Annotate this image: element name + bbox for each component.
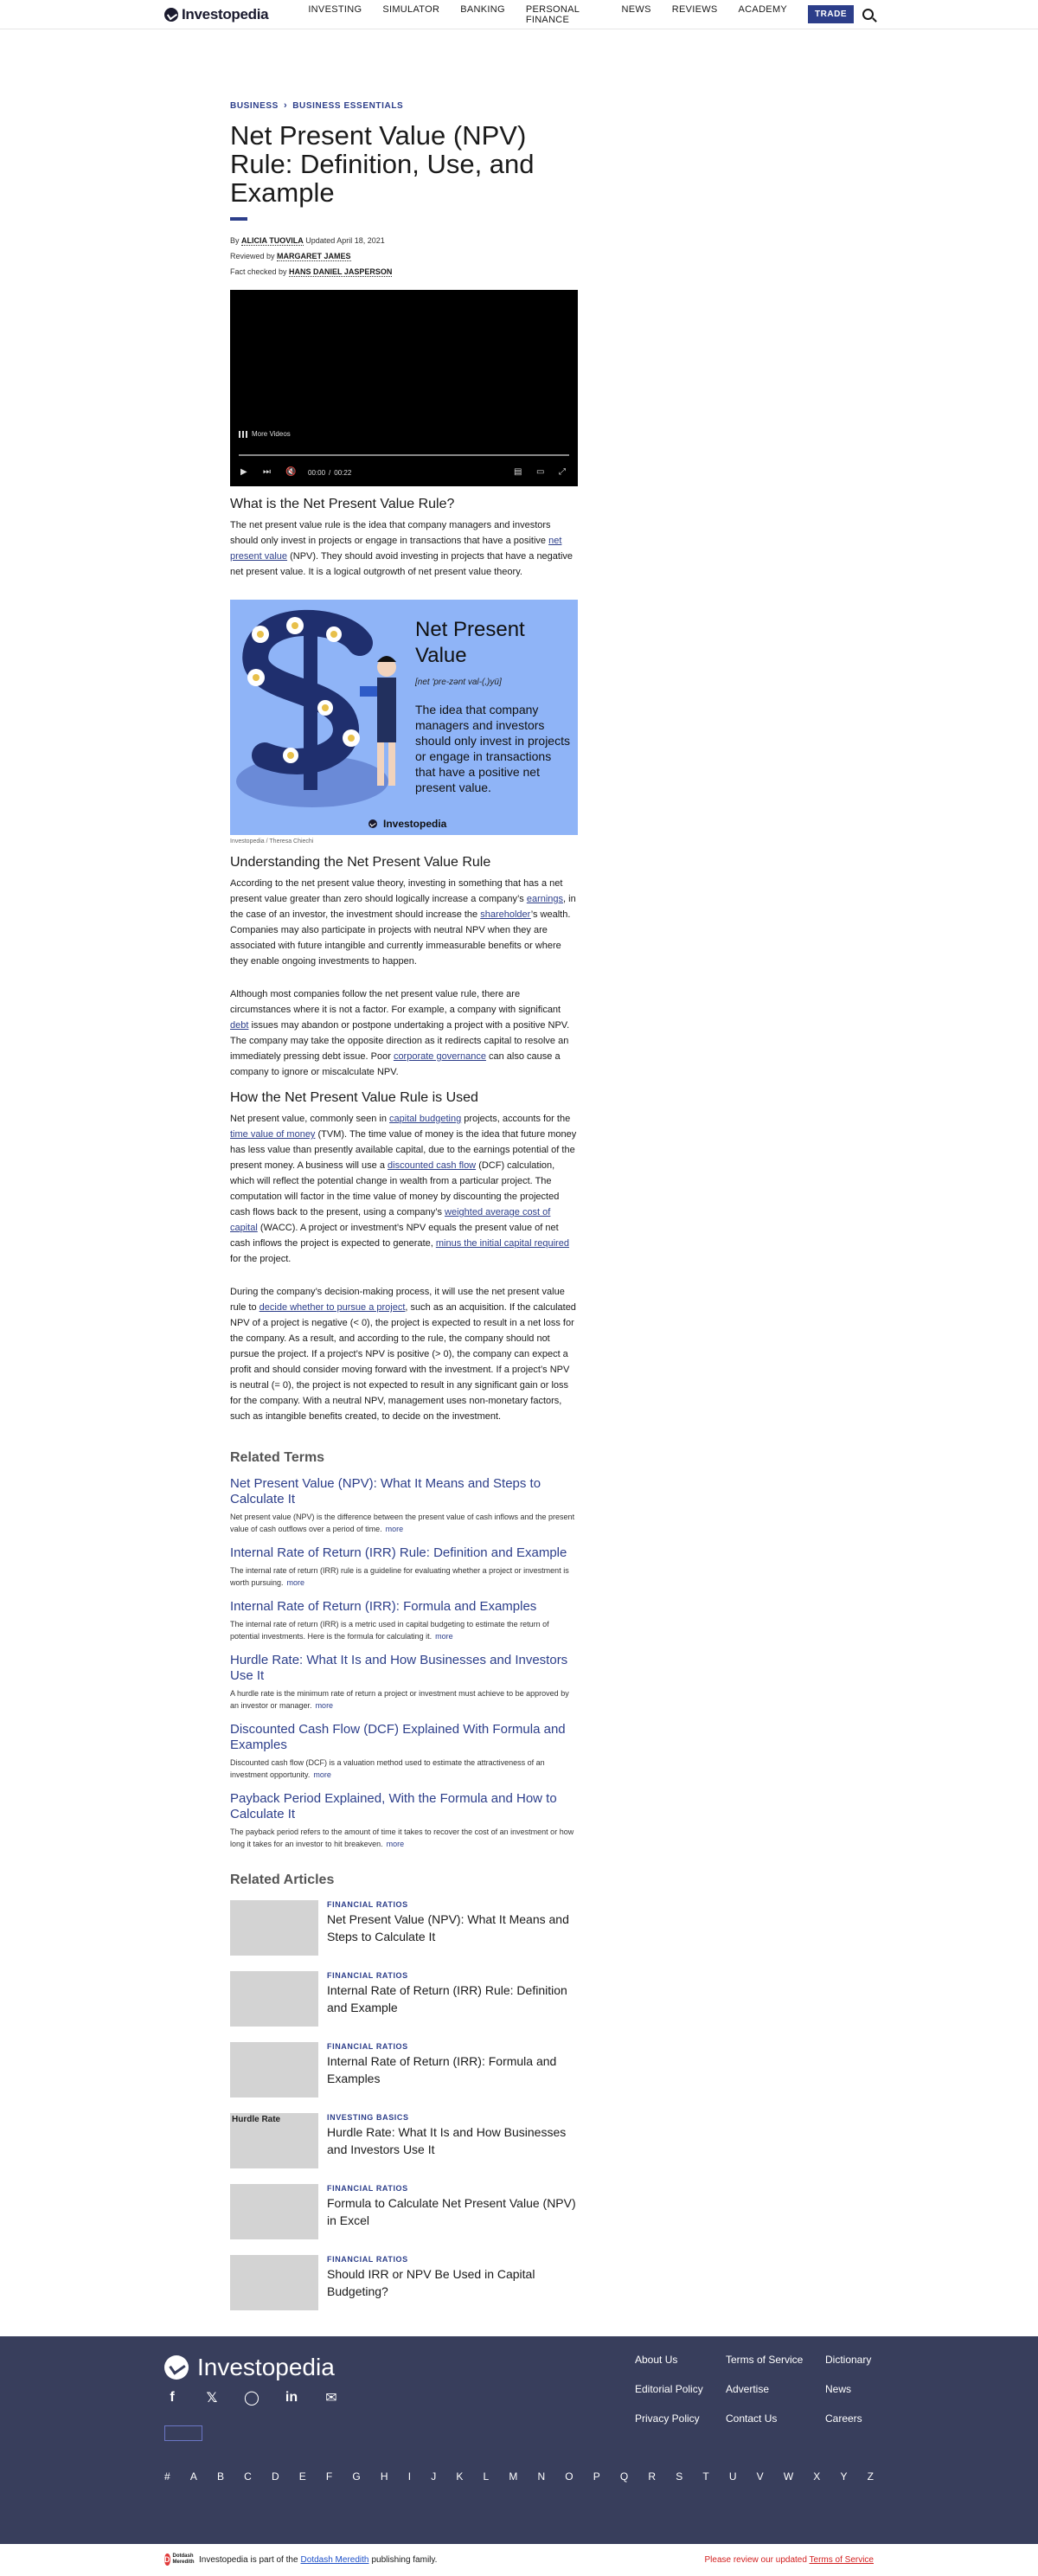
nav-academy[interactable]: ACADEMY [738,3,788,15]
text: According to the net present value theory, investing in something that has a net present value greater than zero should logically increase a company’s [230,878,563,904]
link-corporate-governance[interactable]: corporate governance [393,1051,486,1062]
related-term-title[interactable]: Discounted Cash Flow (DCF) Explained With Formula and Examples [230,1722,566,1752]
nav-personal-finance[interactable]: PERSONAL FINANCE [525,3,580,25]
breadcrumb-business-essentials[interactable]: BUSINESS ESSENTIALS [292,100,404,111]
fullscreen-icon[interactable]: ⤢ [559,467,566,477]
alpha-link[interactable]: W [783,2470,794,2483]
paragraph [230,876,578,969]
article-title: Hurdle Rate: What It Is and How Businesses and Investors Use It [327,2125,567,2156]
instagram-icon[interactable]: ◯ [244,2391,260,2406]
privacy-tos-link[interactable]: Terms of Service [809,2554,874,2565]
related-term [230,1722,578,1781]
byline [230,233,578,279]
video-time-current: 00:00 [308,468,326,477]
related-articles-heading: Related Articles [230,1873,335,1887]
text: The internal rate of return (IRR) is a metric used in capital budgeting to estimate the return of potential investments. Here is the formula for calculating it. [230,1620,549,1641]
paragraph [230,1111,578,1267]
alpha-link[interactable]: D [271,2470,279,2483]
related-term [230,1791,578,1850]
alpha-link[interactable]: J [431,2470,437,2483]
captions-icon[interactable]: ▤ [514,467,522,477]
logo-icon [368,819,377,828]
footer-logo[interactable] [164,2354,335,2381]
alpha-link[interactable]: I [407,2470,412,2483]
dm-logo-text: Dotdash Meredith [172,2554,195,2565]
nav-simulator[interactable]: SIMULATOR [382,3,440,15]
search-icon[interactable] [862,9,874,20]
section-heading-how-used: How the Net Present Value Rule is Used [230,1090,478,1105]
reviewed-label: Reviewed by [230,252,275,260]
footer-link-dictionary[interactable]: Dictionary [825,2354,872,2366]
footer-link-about-us[interactable]: About Us [635,2354,678,2366]
header-actions [808,5,874,23]
video-time-total: 00:22 [334,468,352,477]
link-minus-initial-capital[interactable]: minus the initial capital required [435,1238,569,1249]
footer-badge-button[interactable] [164,2425,202,2441]
facebook-icon[interactable]: f [170,2390,175,2405]
alpha-link[interactable]: P [593,2470,600,2483]
footer-link-contact-us[interactable]: Contact Us [726,2412,778,2425]
main-nav [308,4,808,25]
page-title: Net Present Value (NPV) Rule: Definition, Use, and Example [230,120,535,208]
alpha-link[interactable]: A [189,2470,197,2483]
text: Net present value, commonly seen in [230,1114,390,1124]
more-link[interactable]: more [286,1578,305,1587]
breadcrumb-business[interactable]: BUSINESS [230,100,279,111]
article-category: FINANCIAL RATIOS [327,2255,408,2264]
alpha-link[interactable]: F [325,2470,333,2483]
mail-icon[interactable]: ✉ [325,2391,337,2406]
related-article[interactable] [230,1971,578,2027]
grid-icon [239,431,247,438]
link-shareholder[interactable]: shareholder [480,909,531,920]
title-divider [230,217,247,221]
video-controls [240,468,567,477]
article-body [327,1971,578,2027]
reviewer-link[interactable]: MARGARET JAMES [277,252,351,260]
alpha-link[interactable]: S [676,2470,683,2483]
link-wacc[interactable]: weighted average cost of capital [230,1207,551,1233]
author-link[interactable]: ALICIA TUOVILA [241,236,304,245]
mute-icon[interactable]: 🔇 [285,467,297,477]
text: for the project. [230,1254,292,1264]
fact-checker-link[interactable]: HANS DANIEL JASPERSON [289,267,393,276]
privacy-notice [705,2555,875,2565]
video-progress-bar[interactable] [239,454,569,456]
logo-text: Investopedia [182,5,269,22]
related-term [230,1545,578,1589]
article-thumbnail [230,2113,318,2168]
article-category: FINANCIAL RATIOS [327,1971,408,1980]
text: (NPV). They should avoid investing in projects that have a negative net present value. It is a logical outgrowth of net present value theory. [230,551,573,577]
article-category: FINANCIAL RATIOS [327,2184,408,2193]
alpha-link[interactable]: E [298,2470,306,2483]
footer-link-privacy-policy[interactable]: Privacy Policy [635,2412,700,2425]
more-link[interactable]: more [385,1525,404,1533]
text: projects, accounts for the [461,1114,571,1124]
play-icon[interactable]: ▶ [240,467,247,477]
next-icon[interactable]: ⏭ [263,467,271,477]
article-title: Internal Rate of Return (IRR) Rule: Definition and Example [327,1983,567,2014]
related-term-desc [230,1511,578,1535]
footer-link-advertise[interactable]: Advertise [726,2383,770,2395]
alpha-link[interactable]: C [244,2470,252,2483]
text: ’s wealth. Companies may also participate in projects with neutral NPV when they are associated with future intangible and currently immeasurable benefits or where they enable ongoing investments to happen. [230,909,571,967]
related-articles-list [230,1900,578,2310]
more-link[interactable]: more [313,1770,331,1779]
section-heading-what-is: What is the Net Present Value Rule? [230,497,455,511]
related-term [230,1599,578,1642]
article-category: FINANCIAL RATIOS [327,1900,408,1909]
article-thumbnail [230,2042,318,2097]
related-term-desc [230,1564,578,1589]
article-body [327,2184,578,2239]
infographic-title: Net Present Value [415,618,525,667]
chevron-right-icon: › [283,100,288,111]
dotdash-meredith-link[interactable]: Dotdash Meredith [300,2554,369,2565]
text: , in the case of an investor, the investment should increase the [230,894,576,920]
nav-banking[interactable]: BANKING [460,3,505,15]
footer-link-careers[interactable]: Careers [825,2412,862,2425]
alpha-link[interactable]: G [352,2470,361,2483]
infographic-logo-text: Investopedia [383,818,447,830]
article-title: Net Present Value (NPV): What It Means and Steps to Calculate It [327,1912,569,1943]
alpha-link[interactable]: Z [867,2470,874,2483]
trade-button[interactable]: TRADE [808,5,854,23]
more-videos-label: More Videos [252,430,291,438]
alpha-link[interactable]: K [456,2470,464,2483]
more-link[interactable]: more [315,1701,334,1710]
article-body [327,2113,578,2168]
alpha-link[interactable]: H [380,2470,388,2483]
related-term-desc [230,1826,578,1850]
site-footer [0,2336,1038,2544]
article-body [327,1900,578,1956]
publisher-note: Investopedia is part of the [199,2554,298,2565]
x-icon[interactable]: 𝕏 [206,2391,218,2406]
infographic-logo [368,818,446,830]
footer-logo-text: Investopedia [197,2354,335,2380]
infographic-phonetic: [net 'pre-zənt val-(,)yü] [415,678,502,687]
paragraph [230,1284,578,1424]
related-term-title[interactable]: Internal Rate of Return (IRR): Formula and Examples [230,1599,537,1614]
text: Although most companies follow the net present value rule, there are circumstances where it is not a factor. For example, a company with significant [230,989,561,1015]
alpha-link[interactable]: X [813,2470,821,2483]
reviewer-line [230,248,578,264]
social-links [164,2390,339,2406]
related-terms-heading: Related Terms [230,1450,325,1465]
dictionary-alphabet [164,2470,874,2483]
author-line [230,233,578,248]
linkedin-icon[interactable]: in [285,2390,298,2405]
site-header [0,0,1038,29]
alpha-link[interactable]: Q [619,2470,629,2483]
text: can also cause a company to ignore or miscalculate NPV. [230,1051,561,1077]
updated-date: Updated April 18, 2021 [305,236,385,245]
text: (DCF) calculation, which will reflect the potential change in wealth from a particular project. The computation will factor in the time value of money by discounting the projected cash flows back to the present, using a company’s [230,1160,560,1217]
article-body [327,2042,578,2097]
text: , such as an acquisition. If the calculated NPV of a project is negative (< 0), the project is expected to result in a net loss for the company. As a result, and according to the rule, the company should not pursue the project. If a project’s NPV is positive (> 0), the company can expect a profit and should consider moving forward with the investment. If a project’s NPV is neutral (= 0), the project is not expected to result in any significant gain or loss for the company. With a neutral NPV, management uses non-monetary factors, such as intangible benefits created, to decide on the investment. [230,1302,576,1422]
nav-news[interactable]: NEWS [621,3,651,15]
more-link[interactable]: more [386,1840,405,1848]
alpha-link[interactable]: M [509,2470,518,2483]
fact-checker-line [230,264,578,279]
more-link[interactable]: more [435,1632,453,1641]
related-article[interactable] [230,2042,578,2097]
article-body [327,2255,578,2310]
text: (WACC). A project or investment’s NPV equals the present value of net cash inflows the project is expected to generate, [230,1223,559,1249]
related-term-title[interactable]: Internal Rate of Return (IRR) Rule: Definition and Example [230,1545,567,1560]
alpha-link[interactable]: Y [840,2470,848,2483]
site-logo[interactable] [164,6,268,23]
article-title: Internal Rate of Return (IRR): Formula and Examples [327,2054,557,2085]
by-label: By [230,236,240,245]
article-thumbnail [230,1900,318,1956]
related-term-title[interactable]: Hurdle Rate: What It Is and How Businesses and Investors Use It [230,1653,568,1683]
video-time-sep: / [329,468,331,477]
alpha-link[interactable]: B [216,2470,224,2483]
article-thumbnail [230,1971,318,2027]
footer-bottom-bar [0,2544,1038,2575]
link-earnings[interactable]: earnings [526,894,564,904]
privacy-text: Please review our updated [704,2554,807,2565]
dotdash-meredith-logo [164,2553,195,2566]
link-net-present-value[interactable]: net present value [230,536,562,562]
alpha-link[interactable]: # [164,2470,170,2483]
paragraph [230,517,578,580]
footer-links [635,2354,894,2425]
link-discounted-cash-flow[interactable]: discounted cash flow [388,1160,477,1171]
text: issues may abandon or postpone undertaking a project with a positive NPV. The company may take the opposite direction as it redirects capital to resolve an immediately pressing debt issue. Poor [230,1020,570,1062]
text: A hurdle rate is the minimum rate of return a project or investment must achieve to be approved by an investor or manager. [230,1689,569,1710]
related-article[interactable] [230,2184,578,2239]
text: The net present value rule is the idea that company managers and investors should only invest in projects or engage in transactions that have a positive [230,520,551,546]
link-time-value-of-money[interactable]: time value of money [230,1129,316,1140]
link-debt[interactable]: debt [230,1020,249,1031]
text: Net present value (NPV) is the difference between the present value of cash inflows and the present value of cash outflows over a period of time. [230,1513,575,1533]
cast-icon[interactable]: ▭ [536,467,545,477]
related-term-desc [230,1757,578,1781]
related-article[interactable] [230,2113,578,2168]
alpha-link[interactable]: U [728,2470,737,2483]
link-decide-whether-to-pursue[interactable]: decide whether to pursue a project [259,1302,406,1313]
footer-link-editorial-policy[interactable]: Editorial Policy [635,2383,703,2395]
text: Discounted cash flow (DCF) is a valuation method used to estimate the attractiveness of an investment opportunity. [230,1758,545,1779]
npv-infographic [230,600,578,835]
text: During the company’s decision-making process, it will use the net present value rule to [230,1287,565,1313]
nav-investing[interactable]: INVESTING [308,3,362,15]
logo-icon [164,8,178,22]
related-article[interactable] [230,1900,578,1956]
dotdash-meredith-icon: D [164,2555,170,2564]
breadcrumb [230,100,578,111]
video-controls-right [514,468,567,477]
infographic-definition: The idea that company managers and investors should only invest in projects or engage in transactions that have a positive net present value. [415,703,570,794]
text: (TVM). The time value of money is the idea that future money has less value than presently available capital, due to the earnings potential of the present money. A business will use a [230,1129,577,1171]
footer-link-news[interactable]: News [825,2383,852,2395]
alpha-link[interactable]: O [565,2470,573,2483]
more-videos-button[interactable] [239,430,291,438]
alpha-link[interactable]: T [702,2470,709,2483]
video-player[interactable] [230,290,578,486]
image-credit: Investopedia / Theresa Chiechi [230,838,314,845]
article-thumbnail [230,2255,318,2310]
link-capital-budgeting[interactable]: capital budgeting [389,1114,462,1124]
related-term-title[interactable]: Net Present Value (NPV): What It Means and Steps to Calculate It [230,1476,541,1506]
related-term [230,1653,578,1712]
text: The payback period refers to the amount of time it takes to recover the cost of an investment or how long it takes for an investor to hit breakeven. [230,1828,574,1848]
related-term [230,1476,578,1535]
section-heading-understanding: Understanding the Net Present Value Rule [230,855,491,870]
alpha-link[interactable]: N [537,2470,546,2483]
publisher-note-end: publishing family. [371,2554,438,2565]
nav-reviews[interactable]: REVIEWS [671,3,718,15]
paragraph [230,986,578,1080]
alpha-link[interactable]: L [483,2470,490,2483]
article-title: Should IRR or NPV Be Used in Capital Budgeting? [327,2267,535,2298]
article-thumbnail [230,2184,318,2239]
alpha-link[interactable]: V [756,2470,764,2483]
logo-icon [164,2355,189,2380]
dollar-plant-illustration [230,600,412,835]
footer-link-terms-of-service[interactable]: Terms of Service [726,2354,804,2366]
alpha-link[interactable]: R [648,2470,657,2483]
article-category: INVESTING BASICS [327,2113,409,2122]
thumbnail-label: Hurdle Rate [232,2115,281,2124]
article-title: Formula to Calculate Net Present Value (NPV) in Excel [327,2196,576,2227]
related-term-desc [230,1618,578,1642]
article [230,29,578,2310]
fact-checked-label: Fact checked by [230,267,287,276]
related-article[interactable] [230,2255,578,2310]
article-category: FINANCIAL RATIOS [327,2042,408,2051]
related-term-title[interactable]: Payback Period Explained, With the Formula and How to Calculate It [230,1791,557,1821]
text: The internal rate of return (IRR) rule is a guideline for evaluating whether a project or investment is worth pursuing. [230,1566,569,1587]
related-term-desc [230,1687,578,1712]
